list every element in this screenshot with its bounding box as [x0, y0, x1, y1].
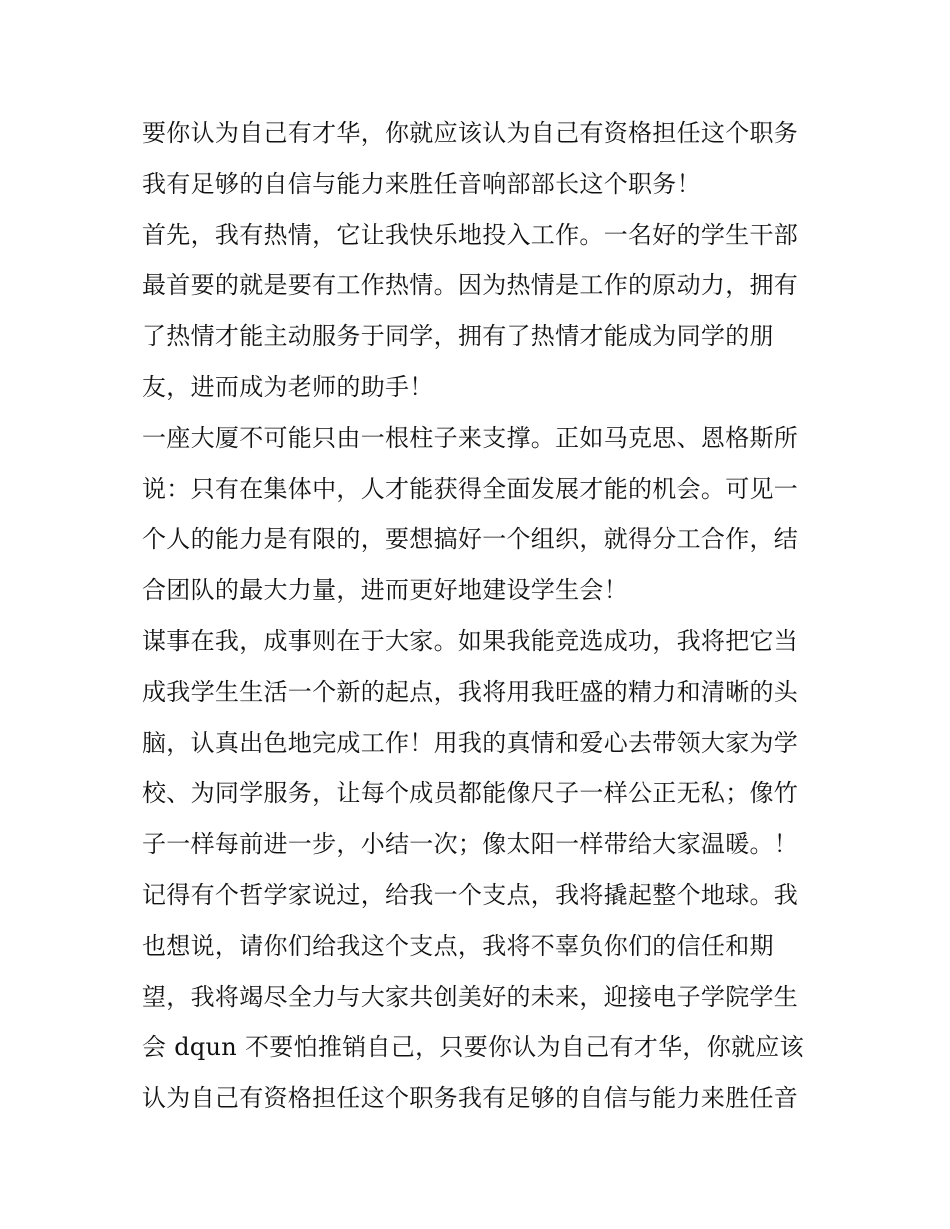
text-line: 会 dqun 不要怕推销自己，只要你认为自己有才华，你就应该: [142, 1033, 804, 1062]
text-line: 子一样每前进一步，小结一次；像太阳一样带给大家温暖。！: [142, 830, 799, 859]
text-line: 合团队的最大力量，进而更好地建设学生会！: [142, 576, 628, 605]
text-line: 要你认为自己有才华，你就应该认为自己有资格担任这个职务: [142, 119, 799, 147]
text-line: 首先，我有热情，它让我快乐地投入工作。一名好的学生干部: [142, 220, 799, 249]
text-line: 说：只有在集体中，人才能获得全面发展才能的机会。可见一: [142, 474, 799, 503]
document-body: [142, 108, 822, 1124]
text-line: 也想说，请你们给我这个支点，我将不辜负你们的信任和期: [142, 931, 774, 960]
text-line: 成我学生生活一个新的起点，我将用我旺盛的精力和清晰的头: [142, 677, 799, 706]
text-line: 我有足够的自信与能力来胜任音响部部长这个职务！: [142, 169, 701, 198]
text-line: 一座大厦不可能只由一根柱子来支撑。正如马克思、恩格斯所: [142, 423, 799, 452]
text-line: 记得有个哲学家说过，给我一个支点，我将撬起整个地球。我: [142, 880, 799, 909]
text-line: 认为自己有资格担任这个职务我有足够的自信与能力来胜任音: [142, 1084, 799, 1113]
text-line: 谋事在我，成事则在于大家。如果我能竞选成功，我将把它当: [142, 626, 799, 655]
text-line: 了热情才能主动服务于同学，拥有了热情才能成为同学的朋: [142, 322, 774, 351]
text-line: 友，进而成为老师的助手！: [142, 372, 434, 401]
text-line: 脑，认真出色地完成工作！用我的真情和爱心去带领大家为学: [142, 728, 799, 757]
text-line: 最首要的就是要有工作热情。因为热情是工作的原动力，拥有: [142, 271, 799, 300]
text-line: 校、为同学服务，让每个成员都能像尺子一样公正无私；像竹: [142, 779, 799, 808]
text-line: 望，我将竭尽全力与大家共创美好的未来，迎接电子学院学生: [142, 982, 799, 1011]
text-line: 个人的能力是有限的，要想搞好一个组织，就得分工合作，结: [142, 525, 799, 554]
